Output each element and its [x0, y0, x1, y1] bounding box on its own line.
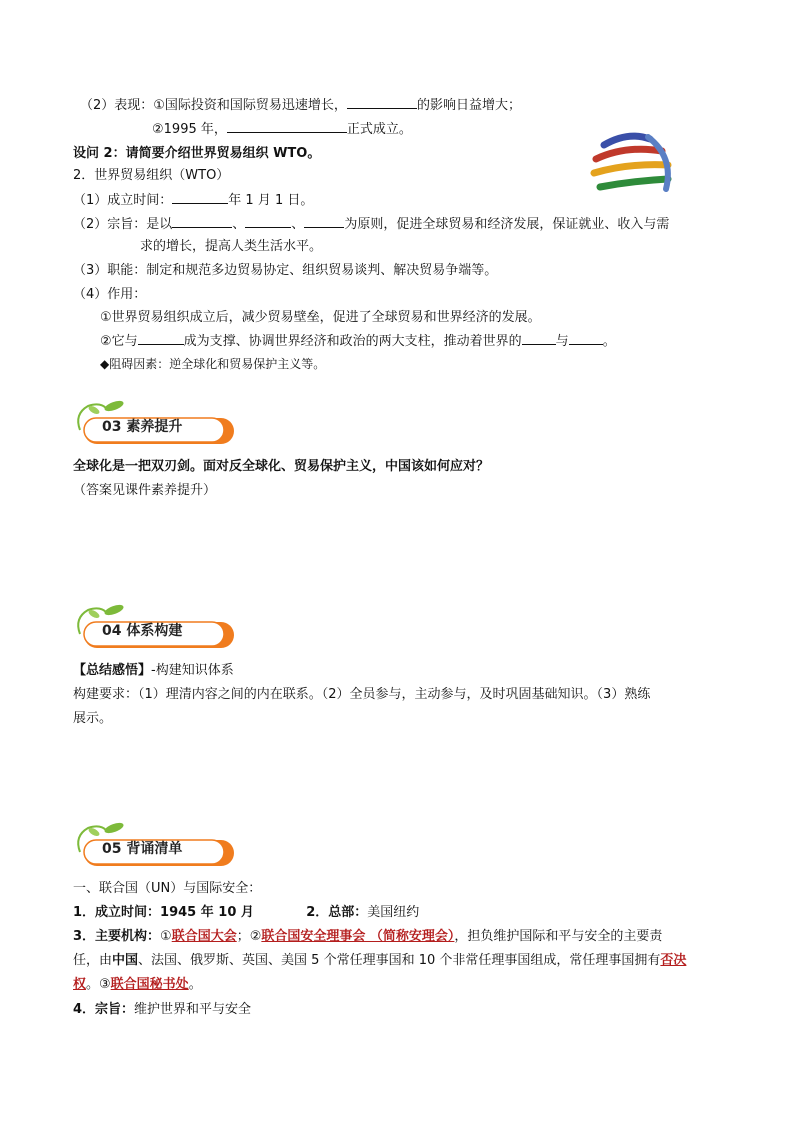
section-badge-03 [70, 400, 240, 444]
answer-blank[interactable] [522, 332, 556, 345]
literacy-question: 全球化是一把双刃剑。面对反全球化、贸易保护主义，中国该如何应对？ [73, 459, 490, 474]
un-organs: 3．主要机构：①联合国大会；②联合国安全理事会 （简称安理会），担负维护国际和平与安全的主要责 [73, 929, 663, 944]
section-title-03: 03 素养提升 [102, 419, 183, 435]
answer-blank[interactable] [569, 332, 603, 345]
section-badge-04 [70, 604, 240, 648]
un-founded-hq: 1．成立时间：1945 年 10 月 2．总部：美国纽约 [73, 905, 420, 920]
system-requirements-line2: 展示。 [73, 711, 113, 726]
system-requirements: 构建要求：（1）理清内容之间的内在联系。（2）全员参与，主动参与，及时巩固基础知识。（3）熟练 [73, 687, 651, 702]
answer-blank[interactable] [245, 215, 291, 228]
wto-founded: （1）成立时间： 年 1 月 1 日。 [73, 193, 314, 208]
wto-role-2: ②它与 成为支撑、协调世界经济和政治的两大支柱，推动着世界的 与 。 [100, 334, 616, 349]
section-title-05: 05 背诵清单 [102, 841, 183, 857]
wto-title: 2．世界贸易组织（WTO） [73, 168, 230, 183]
answer-blank[interactable] [347, 96, 417, 109]
expansion-item: （2）表现：①国际投资和国际贸易迅速增长， 的影响日益增大； [80, 98, 521, 113]
section-title-04: 04 体系构建 [102, 623, 183, 639]
section-badge-05 [70, 822, 240, 866]
highlight-veto: 否决 [660, 953, 687, 968]
highlight-secretariat: 联合国秘书处 [110, 977, 189, 992]
obstacle-note: ◆阻碍因素：逆全球化和贸易保护主义等。 [100, 357, 326, 371]
wto-functions: （3）职能：制定和规范多边贸易协定、组织贸易谈判、解决贸易争端等。 [73, 263, 498, 278]
answer-blank[interactable] [172, 191, 228, 204]
summary-label: 【总结感悟】-构建知识体系 [73, 663, 234, 678]
answer-blank[interactable] [138, 332, 184, 345]
un-heading: 一、联合国（UN）与国际安全： [73, 881, 262, 896]
answer-blank[interactable] [227, 120, 347, 133]
wto-role-1: ①世界贸易组织成立后，减少贸易壁垒，促进了全球贸易和世界经济的发展。 [100, 310, 541, 325]
un-organs-line3: 权。③联合国秘书处。 [73, 977, 202, 992]
highlight-veto-cont: 权 [73, 977, 87, 992]
wto-logo-icon [588, 127, 680, 207]
answer-blank[interactable] [172, 215, 232, 228]
un-purpose: 4．宗旨：维护世界和平与安全 [73, 1002, 252, 1017]
wto-role-title: （4）作用： [73, 287, 147, 302]
wto-founding-item: ②1995 年， 正式成立。 [152, 122, 412, 137]
wto-purpose: （2）宗旨：是以 、 、 为原则，促进全球贸易和经济发展，保证就业、收入与需 [73, 217, 670, 232]
un-organs-line2: 任，由中国、法国、俄罗斯、英国、美国 5 个常任理事国和 10 个非常任理事国组成，常任理事国拥有否决 [73, 953, 687, 968]
literacy-answer-note: （答案见课件素养提升） [73, 483, 217, 498]
question-2: 设问 2：请简要介绍世界贸易组织 WTO。 [73, 146, 321, 161]
answer-blank[interactable] [304, 215, 344, 228]
wto-purpose-line2: 求的增长，提高人类生活水平。 [140, 239, 323, 254]
highlight-security-council: 联合国安全理事会 （简称安理会） [261, 929, 455, 944]
highlight-general-assembly: 联合国大会 [171, 929, 237, 944]
